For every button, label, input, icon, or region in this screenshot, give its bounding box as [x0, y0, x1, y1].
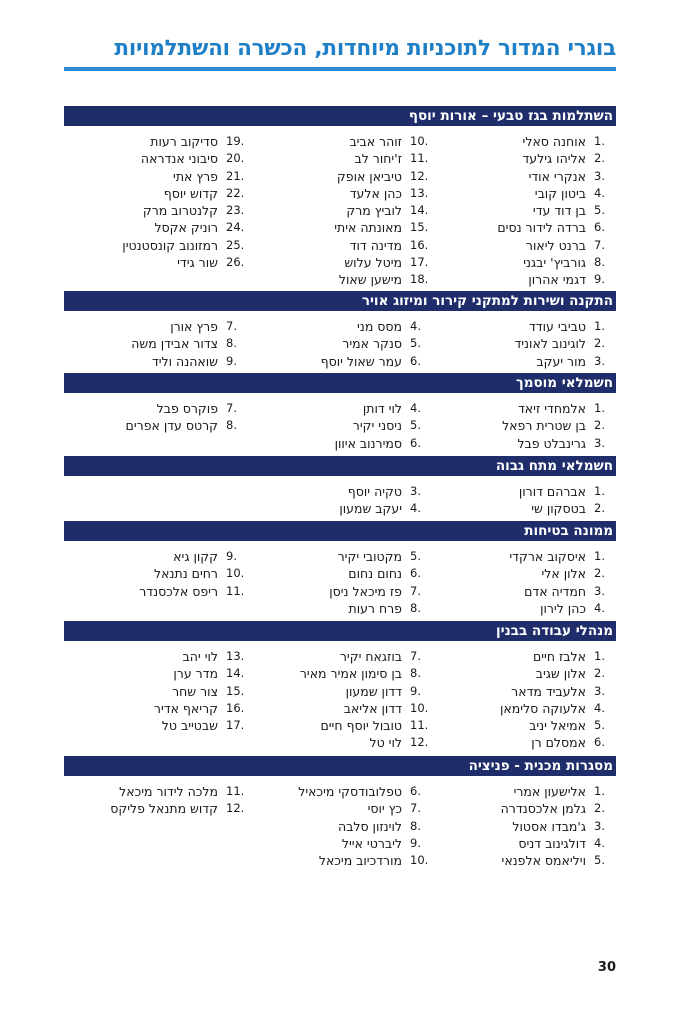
item-number: 2.	[594, 801, 605, 816]
list-item	[64, 583, 248, 600]
name-column	[432, 133, 616, 289]
list-item	[64, 318, 248, 335]
item-number: 3.	[410, 484, 421, 498]
name-column	[248, 548, 432, 617]
list-item	[248, 318, 432, 335]
list-item	[64, 565, 248, 582]
item-number: 5.	[410, 336, 421, 351]
name-column	[248, 318, 432, 370]
list-item	[248, 417, 432, 434]
person-name: ויליאמס אלפנאי	[501, 853, 586, 869]
item-number: 14.	[226, 666, 245, 681]
name-column	[432, 648, 616, 752]
name-column	[64, 133, 248, 271]
item-number: 16.	[226, 700, 245, 715]
person-name: פרץ אורן	[170, 319, 218, 334]
item-number: 1.	[594, 484, 605, 498]
item-number: 1.	[594, 649, 605, 663]
list-item	[432, 852, 616, 869]
section-header: חשמלאי מתח גבוה	[64, 456, 616, 476]
person-name: טפלובודסקי מיכאיל	[298, 784, 402, 799]
item-number: 5.	[410, 418, 421, 433]
title-divider	[64, 67, 616, 71]
section-1	[64, 106, 616, 288]
list-item	[64, 254, 248, 271]
person-name: שור גידי	[177, 255, 218, 271]
person-name: אמסלם רן	[531, 735, 586, 751]
person-name: מלכה לידור מיכאל	[119, 784, 218, 799]
list-item	[248, 400, 432, 417]
item-number: 25.	[226, 237, 245, 252]
item-number: 26.	[226, 255, 245, 270]
person-name: צדור אבידן משה	[131, 336, 218, 352]
list-item	[64, 717, 248, 734]
item-number: 10.	[410, 853, 429, 868]
person-name: כץ יוסי	[367, 801, 402, 817]
name-column	[432, 548, 616, 617]
list-item	[248, 185, 432, 202]
item-number: 13.	[226, 649, 245, 663]
name-column	[432, 483, 616, 518]
item-number: 5.	[594, 718, 605, 733]
person-name: מישען שאול	[338, 272, 402, 288]
person-name: דדון שמעון	[345, 683, 402, 699]
person-name: אלעביד מדאר	[511, 683, 586, 699]
list-item	[248, 202, 432, 219]
section-4	[64, 456, 616, 517]
list-item	[248, 700, 432, 717]
item-number: 6.	[594, 220, 605, 235]
list-item	[248, 483, 432, 500]
section-header: חשמלאי מוסמך	[64, 373, 616, 393]
item-number: 15.	[226, 683, 245, 698]
list-item	[432, 133, 616, 150]
person-name: דגמי אהרון	[528, 272, 586, 288]
list-item	[432, 168, 616, 185]
list-item	[432, 271, 616, 288]
list-item	[432, 683, 616, 700]
person-name: אלון שגיב	[535, 666, 586, 682]
person-name: בטסקון שי	[531, 501, 586, 517]
person-name: אלישעון אמרי	[513, 784, 586, 799]
list-item	[432, 717, 616, 734]
list-item	[432, 500, 616, 517]
person-name: דולגינוב דניס	[518, 835, 586, 851]
item-number: 14.	[410, 203, 429, 218]
item-number: 3.	[594, 683, 605, 698]
person-name: דדון אליאב	[343, 700, 402, 716]
person-name: מאונתה איתי	[334, 220, 402, 236]
person-name: רמזונוב קונסטנטין	[122, 237, 218, 253]
item-number: 3.	[594, 353, 605, 368]
item-number: 3.	[594, 435, 605, 450]
list-item	[248, 335, 432, 352]
name-column	[64, 318, 248, 370]
item-number: 9.	[410, 683, 421, 698]
list-item	[432, 665, 616, 682]
list-item	[64, 185, 248, 202]
item-number: 11.	[226, 583, 245, 598]
list-item	[432, 150, 616, 167]
person-name: צור שחר	[172, 683, 218, 699]
person-name: מיטל עלוש	[344, 255, 402, 271]
person-name: סדיקוב רעות	[150, 134, 218, 149]
item-number: 12.	[226, 801, 245, 816]
list-item	[64, 353, 248, 370]
item-number: 11.	[410, 718, 429, 733]
item-number: 2.	[594, 666, 605, 681]
list-item	[432, 548, 616, 565]
list-item	[64, 150, 248, 167]
list-item	[248, 548, 432, 565]
list-item	[432, 818, 616, 835]
page-title: בוגרי המדור לתוכניות מיוחדות, הכשרה והשתלמויות	[114, 36, 616, 61]
list-item	[64, 800, 248, 817]
person-name: קדוש מתנאל פליקס	[110, 801, 218, 817]
item-number: 18.	[410, 272, 429, 287]
item-number: 7.	[410, 801, 421, 816]
item-number: 1.	[594, 134, 605, 148]
list-item	[248, 271, 432, 288]
item-number: 9.	[226, 549, 237, 563]
list-item	[432, 185, 616, 202]
item-number: 3.	[594, 818, 605, 833]
list-item	[248, 717, 432, 734]
item-number: 8.	[226, 336, 237, 351]
person-name: כהן אלעד	[349, 185, 402, 201]
list-item	[248, 500, 432, 517]
list-item	[248, 168, 432, 185]
item-number: 17.	[226, 718, 245, 733]
person-name: בן דוד עדי	[532, 203, 586, 219]
list-item	[432, 483, 616, 500]
person-name: בן שטרית רפאל	[502, 418, 586, 434]
item-number: 5.	[410, 549, 421, 563]
person-name: ביטון קובי	[534, 185, 586, 201]
item-number: 6.	[410, 353, 421, 368]
item-number: 9.	[594, 272, 605, 287]
section-2	[64, 291, 616, 369]
list-item	[432, 600, 616, 617]
person-name: סנקר אמיר	[342, 336, 402, 352]
person-name: מסס מני	[357, 319, 402, 334]
item-number: 10.	[410, 700, 429, 715]
item-number: 3.	[594, 583, 605, 598]
person-name: מדינה דוד	[349, 237, 402, 253]
person-name: קקון גיא	[173, 549, 218, 564]
item-number: 10.	[410, 134, 429, 148]
list-item	[432, 583, 616, 600]
list-item	[64, 683, 248, 700]
person-name: ניסני יקיר	[352, 418, 402, 434]
person-name: מורדכיוב מיכאל	[318, 853, 402, 869]
list-item	[64, 665, 248, 682]
person-name: אלמחדי זיאד	[517, 401, 586, 416]
item-number: 13.	[410, 185, 429, 200]
person-name: יעקב שמעון	[339, 501, 402, 517]
person-name: ריפס אלכסנדר	[139, 583, 218, 599]
person-name: גרינבלט פבל	[517, 435, 586, 451]
list-item	[248, 150, 432, 167]
person-name: קריאף אדיר	[153, 700, 218, 716]
list-item	[248, 219, 432, 236]
person-name: אלבז חיים	[532, 649, 586, 664]
list-item	[64, 700, 248, 717]
item-number: 6.	[594, 735, 605, 750]
list-item	[432, 335, 616, 352]
person-name: שבטייב טל	[161, 718, 218, 734]
item-number: 17.	[410, 255, 429, 270]
person-name: קרטס עדן אפרים	[125, 418, 218, 434]
name-column	[64, 783, 248, 818]
list-item	[432, 700, 616, 717]
name-column	[64, 400, 248, 435]
list-item	[64, 133, 248, 150]
section-header: ממונה בטיחות	[64, 521, 616, 541]
list-item	[248, 254, 432, 271]
item-number: 15.	[410, 220, 429, 235]
item-number: 9.	[226, 353, 237, 368]
item-number: 11.	[226, 784, 245, 798]
item-number: 12.	[410, 735, 429, 750]
person-name: טביבי עודד	[528, 319, 586, 334]
person-name: טובול יוסף חיים	[320, 718, 402, 734]
person-name: ברנט ליאור	[525, 237, 586, 253]
document-page	[64, 0, 616, 1020]
list-item	[248, 665, 432, 682]
list-item	[64, 417, 248, 434]
item-number: 20.	[226, 151, 245, 166]
person-name: אוחנה סאלי	[522, 134, 586, 149]
list-item	[248, 734, 432, 751]
person-name: ג'מבדו אסטול	[512, 818, 586, 834]
section-header: מסגרות מכנית - פניציה	[64, 756, 616, 776]
item-number: 8.	[410, 666, 421, 681]
person-name: נחום נחום	[348, 566, 402, 582]
list-item	[248, 435, 432, 452]
person-name: רחים נתנאל	[154, 566, 218, 582]
person-name: מדר ערן	[173, 666, 218, 682]
item-number: 21.	[226, 168, 245, 183]
list-item	[248, 565, 432, 582]
list-item	[64, 548, 248, 565]
person-name: סיבוני אנדראה	[140, 151, 218, 167]
section-header: השתלמות בגז טבעי – אורות יוסף	[64, 106, 616, 126]
list-item	[432, 783, 616, 800]
person-name: פוקרס פבל	[156, 401, 218, 416]
list-item	[64, 168, 248, 185]
list-item	[432, 400, 616, 417]
person-name: קדוש יוסף	[163, 185, 218, 201]
item-number: 6.	[410, 784, 421, 798]
list-item	[64, 335, 248, 352]
item-number: 2.	[594, 336, 605, 351]
item-number: 5.	[594, 853, 605, 868]
section-3	[64, 373, 616, 451]
item-number: 3.	[594, 168, 605, 183]
item-number: 6.	[410, 435, 421, 450]
list-item	[432, 835, 616, 852]
person-name: בוזגאח יקיר	[339, 649, 402, 664]
list-item	[432, 417, 616, 434]
person-name: אמיאל יניב	[529, 718, 586, 734]
list-item	[64, 237, 248, 254]
item-number: 4.	[594, 700, 605, 715]
list-item	[248, 783, 432, 800]
list-item	[432, 565, 616, 582]
name-column	[64, 548, 248, 600]
person-name: סמירנוב איוון	[334, 435, 402, 451]
section-header: מנהלי עבודה בבנין	[64, 621, 616, 641]
person-name: לוי טל	[369, 735, 402, 751]
item-number: 1.	[594, 784, 605, 798]
person-name: טיביאן אופק	[336, 168, 402, 184]
item-number: 24.	[226, 220, 245, 235]
item-number: 7.	[410, 649, 421, 663]
item-number: 2.	[594, 501, 605, 516]
list-item	[432, 318, 616, 335]
person-name: קלנטרוב מרק	[142, 203, 218, 219]
list-item	[432, 353, 616, 370]
item-number: 4.	[410, 501, 421, 516]
person-name: אברהם דורון	[518, 484, 586, 499]
item-number: 2.	[594, 418, 605, 433]
name-column	[248, 483, 432, 518]
list-item	[64, 400, 248, 417]
item-number: 4.	[594, 600, 605, 615]
list-item	[248, 852, 432, 869]
person-name: מור יעקב	[536, 353, 586, 369]
person-name: גורביץ' יבגני	[523, 255, 586, 271]
person-name: לוי יהב	[182, 649, 218, 664]
person-name: חמדיה אדם	[524, 583, 586, 599]
person-name: לוביץ מרק	[346, 203, 402, 219]
person-name: פרץ אתי	[173, 168, 218, 184]
item-number: 4.	[594, 835, 605, 850]
name-column	[248, 133, 432, 289]
person-name: אנקרי אודי	[528, 168, 586, 184]
list-item	[432, 237, 616, 254]
list-item	[248, 583, 432, 600]
list-item	[64, 202, 248, 219]
person-name: בן סימון אמיר מאיר	[299, 666, 402, 682]
list-item	[432, 648, 616, 665]
person-name: לוינזון סלבה	[337, 818, 402, 834]
item-number: 2.	[594, 151, 605, 166]
item-number: 8.	[410, 600, 421, 615]
section-7	[64, 756, 616, 869]
list-item	[64, 783, 248, 800]
item-number: 7.	[410, 583, 421, 598]
list-item	[432, 254, 616, 271]
name-column	[64, 648, 248, 734]
item-number: 10.	[226, 566, 245, 581]
list-item	[248, 683, 432, 700]
list-item	[248, 237, 432, 254]
person-name: אליהו גילעד	[522, 151, 586, 167]
list-item	[248, 600, 432, 617]
person-name: פז מיכאל ניסן	[329, 583, 402, 599]
item-number: 22.	[226, 185, 245, 200]
item-number: 8.	[226, 418, 237, 433]
list-item	[248, 133, 432, 150]
section-header: התקנה ושירות למתקני קירור ומיזוג אויר	[64, 291, 616, 311]
person-name: עמר שאול יוסף	[320, 353, 402, 369]
person-name: לוגינוב לאוניד	[514, 336, 586, 352]
item-number: 23.	[226, 203, 245, 218]
item-number: 19.	[226, 134, 245, 148]
list-item	[64, 648, 248, 665]
person-name: ברדה לידור נסים	[497, 220, 586, 236]
list-item	[248, 648, 432, 665]
person-name: ליברטי אייל	[341, 835, 402, 851]
item-number: 11.	[410, 151, 429, 166]
list-item	[432, 435, 616, 452]
person-name: פרח רעות	[348, 600, 402, 616]
person-name: איסקוב ארקדי	[509, 549, 586, 564]
name-column	[432, 400, 616, 452]
name-column	[248, 400, 432, 452]
name-column	[432, 783, 616, 869]
item-number: 8.	[410, 818, 421, 833]
name-column	[248, 783, 432, 869]
section-5	[64, 521, 616, 616]
list-item	[248, 353, 432, 370]
item-number: 12.	[410, 168, 429, 183]
item-number: 6.	[410, 566, 421, 581]
list-item	[248, 835, 432, 852]
person-name: גלמן אלכסנדרה	[500, 801, 586, 817]
person-name: לוי דותן	[362, 401, 402, 416]
item-number: 7.	[226, 319, 237, 333]
item-number: 5.	[594, 203, 605, 218]
page-number: 30	[597, 960, 616, 975]
item-number: 9.	[410, 835, 421, 850]
item-number: 16.	[410, 237, 429, 252]
person-name: שואהנה וליד	[151, 353, 218, 369]
section-6	[64, 621, 616, 751]
item-number: 4.	[410, 319, 421, 333]
item-number: 2.	[594, 566, 605, 581]
item-number: 4.	[410, 401, 421, 415]
person-name: מקטובי יקיר	[337, 549, 402, 564]
person-name: טקיה יוסף	[347, 484, 402, 499]
item-number: 4.	[594, 185, 605, 200]
person-name: אלון אלי	[541, 566, 586, 582]
person-name: ז'יחור לב	[354, 151, 402, 167]
name-column	[432, 318, 616, 370]
list-item	[432, 734, 616, 751]
person-name: אלעוקה סלימאן	[500, 700, 586, 716]
person-name: כהן לירון	[540, 600, 586, 616]
item-number: 7.	[226, 401, 237, 415]
item-number: 1.	[594, 319, 605, 333]
item-number: 1.	[594, 549, 605, 563]
item-number: 8.	[594, 255, 605, 270]
item-number: 1.	[594, 401, 605, 415]
name-column	[248, 648, 432, 752]
list-item	[248, 800, 432, 817]
list-item	[64, 219, 248, 236]
list-item	[248, 818, 432, 835]
list-item	[432, 219, 616, 236]
item-number: 7.	[594, 237, 605, 252]
person-name: זוהר אביב	[349, 134, 402, 149]
person-name: רוניק אקסל	[154, 220, 218, 236]
list-item	[432, 800, 616, 817]
list-item	[432, 202, 616, 219]
